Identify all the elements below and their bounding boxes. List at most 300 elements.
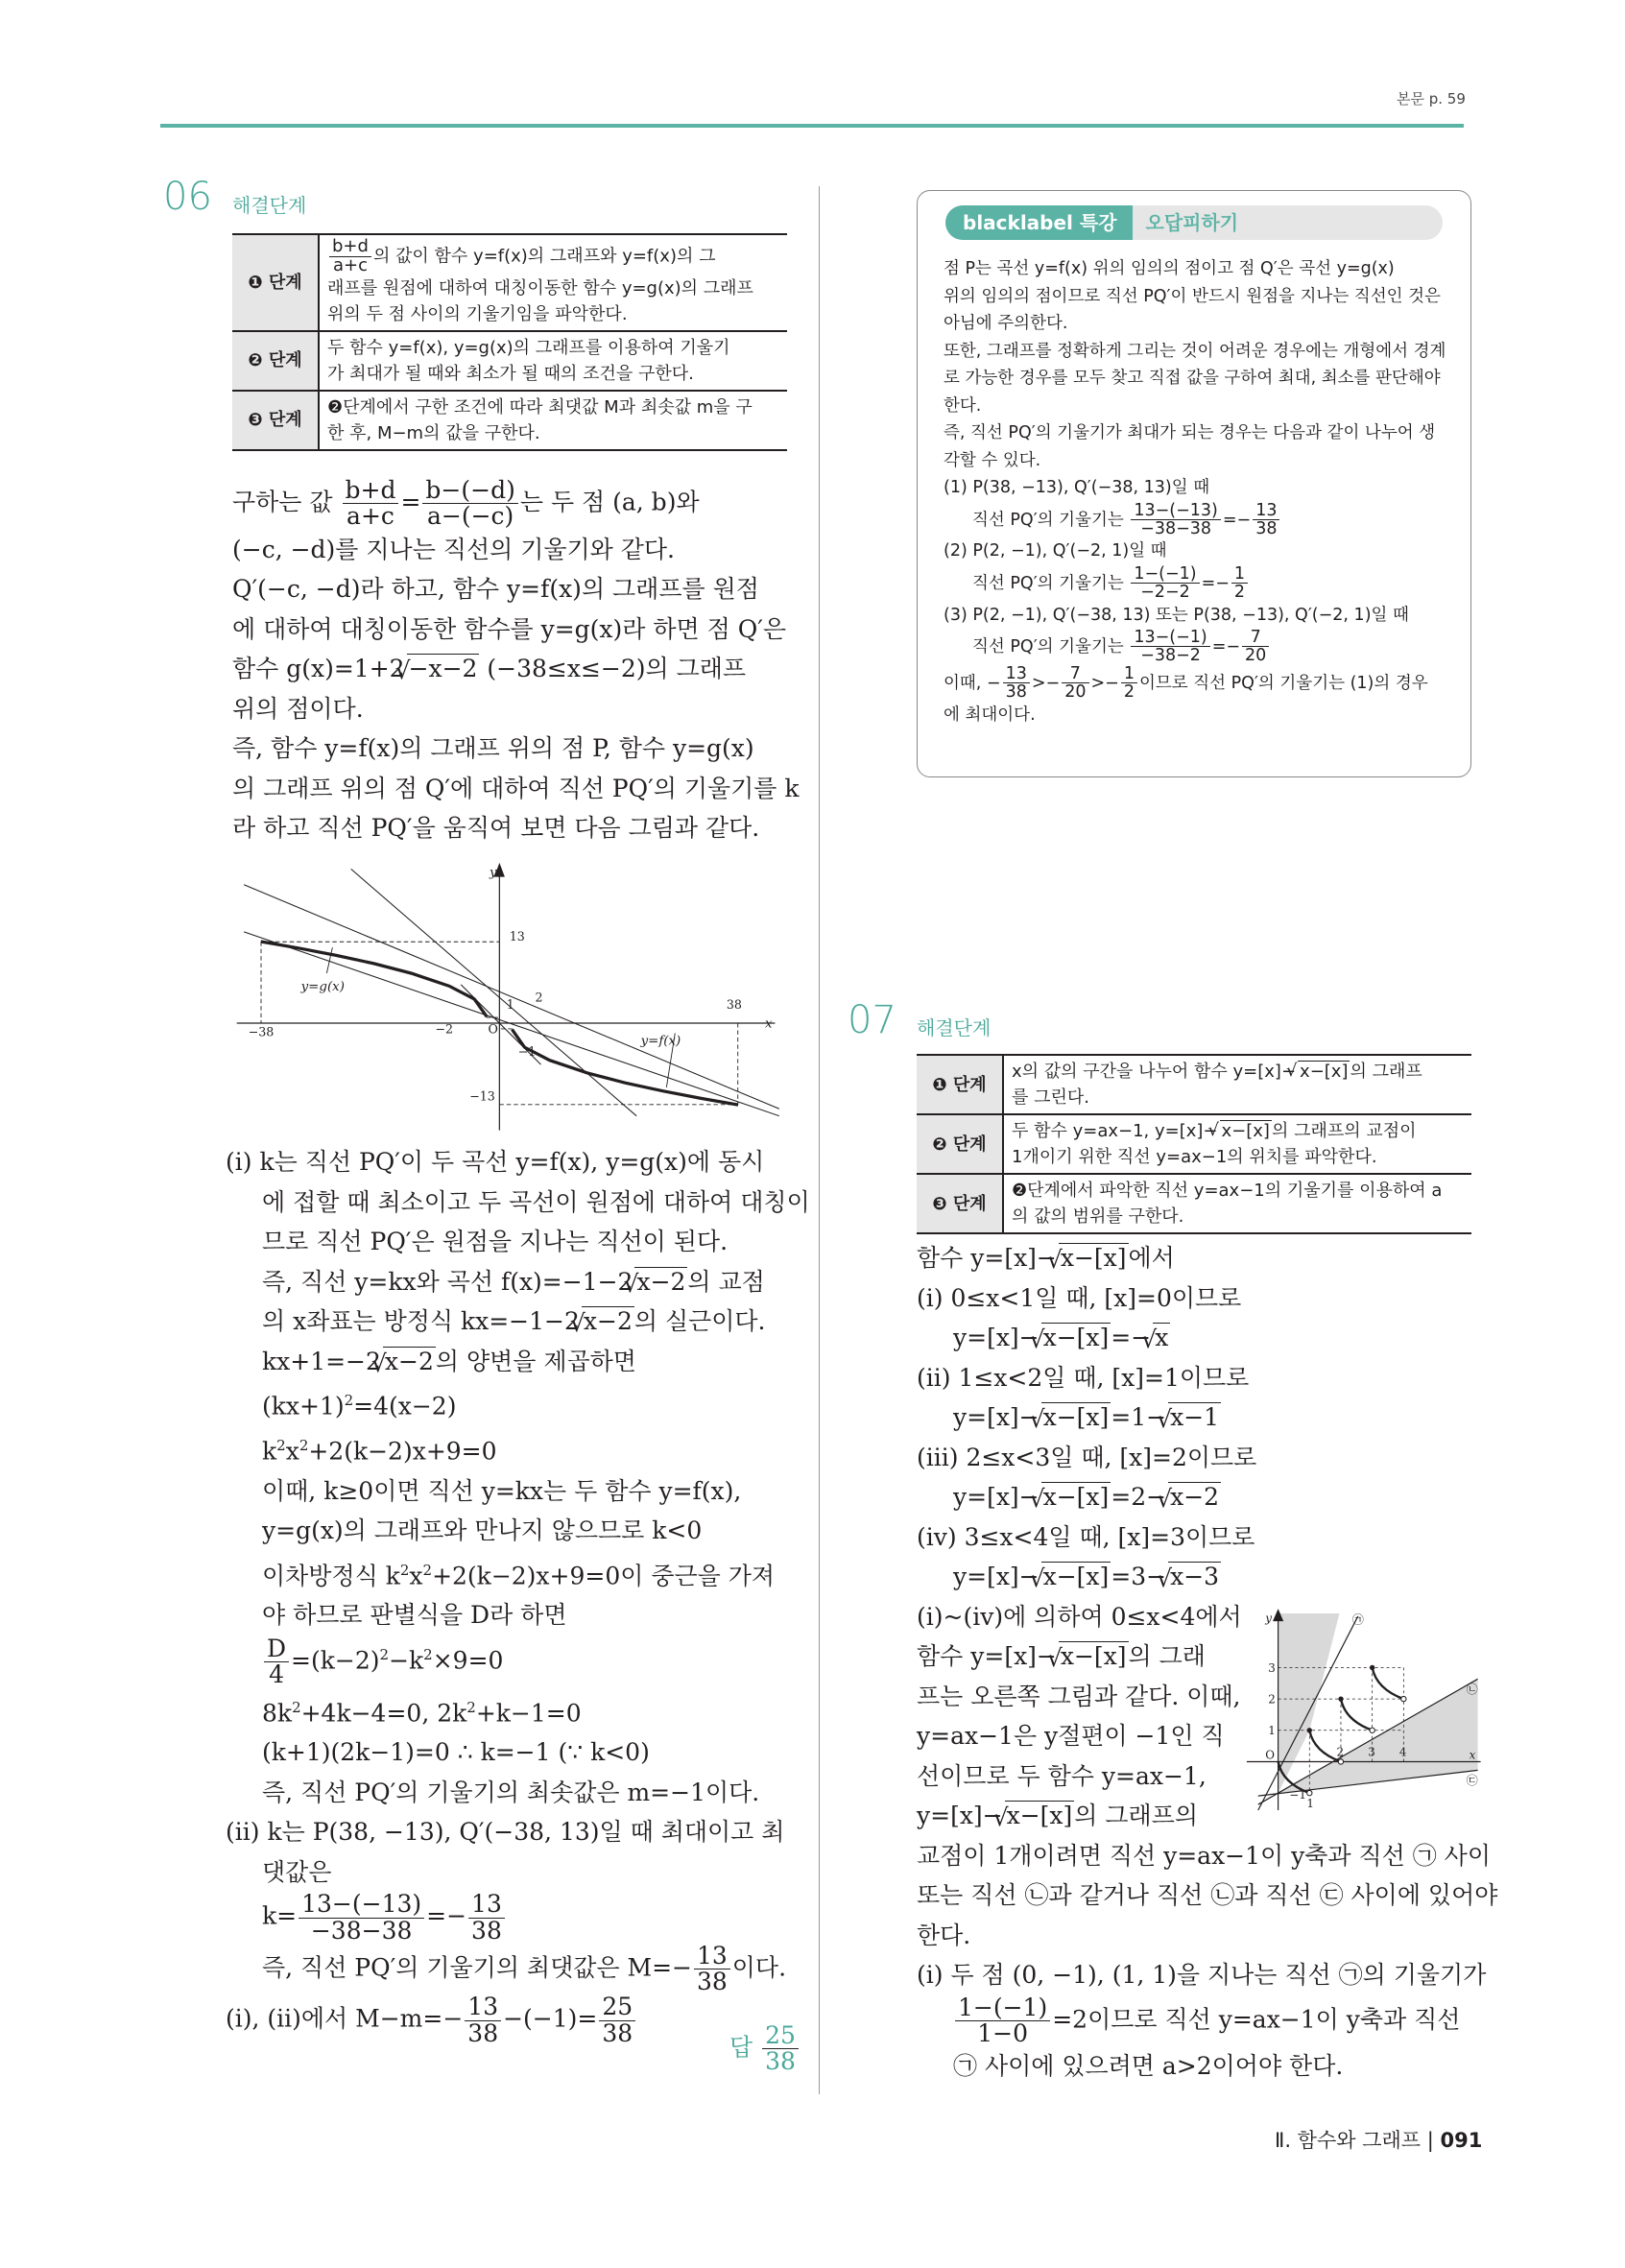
tick-1: 1 [506, 997, 514, 1013]
text-line [917, 1477, 1473, 1517]
steps-title: 해결단계 [917, 1016, 992, 1039]
text-run: 또한, 그래프를 정확하게 그리는 것이 어려운 경우에는 개형에서 경계 [944, 341, 1446, 361]
fraction [1121, 665, 1137, 702]
text-run: 는 두 점 (a, b)와 [519, 488, 700, 516]
text-run: 의 값의 범위를 구한다. [1012, 1206, 1184, 1227]
text-run: k= [262, 1901, 298, 1930]
column-divider [819, 186, 820, 2094]
text-run: kx+1=−2 [262, 1347, 381, 1375]
text-run: 또는 직선 ㉡과 같거나 직선 ㉡과 직선 ㉢ 사이에 있어야 [917, 1881, 1498, 1909]
numerator: b+d [329, 238, 371, 257]
text-line [944, 602, 1452, 630]
text-run: (iii) 2≤x<3일 때, [x]=2이므로 [917, 1443, 1257, 1471]
text-run: 직선 PQ′의 기울기는 [972, 510, 1130, 530]
tick-neg1: −1 [1289, 1788, 1307, 1802]
text-run: =− [1211, 636, 1241, 657]
text-run: =− [1222, 510, 1252, 530]
text-run: x [409, 1561, 423, 1589]
text-run: (1) P(38, −13), Q′(−38, 13)일 때 [944, 478, 1210, 497]
tick-neg38: −38 [248, 1024, 275, 1039]
text-line [226, 1342, 801, 1382]
numerator: 1−(−1) [955, 1995, 1050, 2021]
fraction [264, 1636, 289, 1688]
text-run: k [262, 1437, 277, 1466]
text-run: 두 함수 y=f(x), y=g(x)의 그래프를 이용하여 기울기 [327, 337, 730, 358]
text-line [226, 1635, 801, 1688]
y-axis-label: y [489, 865, 497, 880]
text-run: 8k [262, 1698, 293, 1727]
text-run: 이때, − [944, 673, 1001, 693]
denominator: 38 [1255, 518, 1278, 538]
step-row [917, 1114, 1471, 1174]
curve-f [512, 1030, 738, 1106]
step-description [319, 331, 787, 391]
text-run: (iv) 3≤x<4일 때, [x]=3이므로 [917, 1522, 1255, 1551]
page-footer [1275, 2125, 1482, 2154]
fraction [955, 1995, 1050, 2047]
text-line [917, 1318, 1473, 1358]
text-line [944, 310, 1452, 338]
text-run: =4(x−2) [353, 1392, 457, 1420]
text-run: 선이므로 두 함수 y=ax−1, [917, 1761, 1207, 1790]
text-run: x의 값의 구간을 나누어 함수 y=[x]− [1012, 1062, 1297, 1082]
fraction [422, 478, 517, 530]
square-root: √ −x−2 [407, 654, 480, 682]
square-root: √ x [1153, 1323, 1170, 1351]
text-run: 의 그래프 위의 점 Q′에 대하여 직선 PQ′의 기울기를 k [232, 774, 800, 802]
text-run: −(−1)= [503, 2004, 598, 2033]
fraction [343, 478, 399, 530]
square-root: √ x−2 [582, 1306, 634, 1335]
text-run: y=[x]− [917, 1802, 1003, 1829]
denominator: 38 [1005, 682, 1027, 703]
denominator: 38 [467, 2018, 499, 2047]
tip-subtitle: 오답피하기 [1145, 211, 1239, 234]
text-run: Q′(−c, −d)라 하고, 함수 y=f(x)의 그래프를 원점 [232, 575, 759, 603]
text-run: (ii) k는 P(38, −13), Q′(−38, 13)일 때 최대이고 최 [226, 1818, 785, 1847]
text-line [226, 1688, 801, 1733]
text-line [232, 689, 799, 729]
y-axis-label: y [1265, 1611, 1272, 1625]
text-line [917, 1875, 1498, 1916]
text-line [327, 361, 779, 387]
numerator: D [264, 1636, 289, 1662]
text-line [226, 1426, 801, 1471]
text-run: 이므로 직선 PQ′의 기울기는 (1)의 경우 [1138, 673, 1428, 693]
text-line [226, 1142, 801, 1182]
denominator: 20 [1245, 646, 1267, 666]
denominator: 2 [1233, 583, 1246, 603]
text-line [944, 702, 1452, 729]
text-run: +2(k−2)x+9=0 [308, 1437, 497, 1466]
text-run: 위의 임의의 점이므로 직선 PQ′이 반드시 원점을 지나는 직선인 것은 [944, 286, 1441, 306]
text-run: +k−1=0 [475, 1698, 582, 1727]
square-root: √ x−[x] [1041, 1323, 1111, 1351]
text-run: (i)~(iv)에 의하여 0≤x<4에서 [917, 1602, 1242, 1631]
text-run: 에 접할 때 최소이고 두 곡선이 원점에 대하여 대칭이 [262, 1187, 810, 1216]
text-line [226, 1381, 801, 1426]
text-run: (i) 0≤x<1일 때, [x]=0이므로 [917, 1283, 1242, 1312]
text-line [917, 1438, 1473, 1478]
text-run: +2(k−2)x+9=0이 중근을 가져 [432, 1561, 776, 1589]
tick-2: 2 [535, 990, 543, 1005]
step-row [232, 391, 787, 450]
text-line [226, 1262, 801, 1302]
text-run: 이다. [731, 1953, 787, 1982]
text-line [944, 565, 1452, 602]
text-run: 를 그린다. [1012, 1087, 1089, 1108]
text-run: = [400, 488, 421, 516]
tick-38: 38 [726, 997, 742, 1013]
numerator: 25 [599, 1994, 635, 2020]
text-line [226, 1222, 801, 1262]
text-run: =2− [1111, 1483, 1167, 1511]
text-line [226, 1182, 810, 1223]
step-description [319, 234, 787, 331]
text-run: (i) k는 직선 PQ′이 두 곡선 y=f(x), y=g(x)에 동시 [226, 1148, 765, 1176]
fraction [1231, 565, 1248, 602]
step-label: ❶ 단계 [232, 234, 319, 331]
text-line [226, 1732, 801, 1773]
square-root: √ x−[x] [1041, 1482, 1111, 1511]
text-run: 각할 수 있다. [944, 450, 1041, 470]
step-description [319, 391, 787, 450]
numerator: 7 [1242, 629, 1269, 647]
text-line [944, 338, 1452, 366]
text-run: =− [1111, 1324, 1152, 1351]
f-label: y=f(x) [640, 1034, 681, 1049]
page-number: 091 [1440, 2129, 1483, 2152]
text-line [232, 808, 799, 848]
text-run: 점 P는 곡선 y=f(x) 위의 임의의 점이고 점 Q′은 곡선 y=g(x) [944, 259, 1395, 278]
fraction [599, 1994, 635, 2046]
text-run: (i) 두 점 (0, −1), (1, 1)을 지나는 직선 ㉠의 기울기가 [917, 1961, 1487, 1989]
text-run: y=[x]− [953, 1324, 1040, 1351]
numerator: 13 [694, 1944, 730, 1970]
text-line [1012, 1118, 1464, 1144]
tip-tag: blacklabel 특강 [945, 205, 1133, 240]
text-run: 직선 PQ′의 기울기는 [972, 636, 1130, 657]
fraction [694, 1941, 730, 1996]
text-run: 즉, 직선 PQ′의 기울기의 최솟값은 m=−1이다. [262, 1778, 760, 1806]
text-run: (3) P(2, −1), Q′(−38, 13) 또는 P(38, −13), Q′(−2, 1)일 때 [944, 605, 1409, 625]
x-axis-label: x [1469, 1748, 1476, 1762]
text-run: (kx+1) [262, 1392, 345, 1420]
text-line [1012, 1178, 1464, 1204]
text-line [917, 1955, 1487, 1995]
text-run: 의 x좌표는 방정식 kx=−1−2 [262, 1307, 580, 1335]
denominator: 4 [269, 1660, 284, 1689]
step-row [232, 331, 787, 391]
square-root: √ x−2 [1168, 1482, 1221, 1511]
text-run: −k [389, 1646, 424, 1675]
step-row [232, 234, 787, 331]
text-run: (k+1)(2k−1)=0 ∴ k=−1 (∵ k<0) [262, 1738, 650, 1767]
text-run: 위의 두 점 사이의 기울기임을 파악한다. [327, 303, 628, 324]
step-label: ❸ 단계 [232, 391, 319, 450]
text-line [327, 420, 779, 446]
denominator: a+c [332, 254, 368, 275]
steps-table [232, 233, 787, 451]
text-run: 아님에 주의한다. [944, 314, 1068, 333]
text-run: 위의 점이다. [232, 694, 364, 723]
text-run: (−38≤x≤−2)의 그래프 [479, 655, 747, 682]
text-line [944, 447, 1452, 475]
text-run: 로 가능한 경우를 모두 찾고 직접 값을 구하여 최대, 최소를 판단해야 [944, 369, 1441, 388]
text-line [944, 365, 1452, 393]
superscript: 2 [423, 1645, 433, 1663]
text-run: 의 그래프 [1350, 1062, 1422, 1082]
text-run: y=[x]− [953, 1563, 1040, 1590]
superscript: 2 [276, 1436, 286, 1454]
text-run: 한 후, M−m의 값을 구한다. [327, 422, 540, 443]
step-description [1003, 1174, 1471, 1233]
superscript: 2 [292, 1698, 301, 1716]
text-line [232, 609, 799, 650]
text-line [232, 728, 799, 769]
tick-y3: 3 [1268, 1660, 1276, 1675]
text-line [917, 1278, 1473, 1319]
fraction [329, 238, 371, 275]
text-run: (ii) 1≤x<2일 때, [x]=1이므로 [917, 1363, 1250, 1392]
text-run: 함수 y=[x]− [917, 1244, 1057, 1272]
text-line [226, 1301, 801, 1342]
fraction [1131, 629, 1209, 665]
text-line [232, 769, 799, 809]
text-run: 즉, 직선 y=kx와 곡선 f(x)=−1−2 [262, 1267, 633, 1296]
text-line [944, 393, 1452, 420]
numerator: 25 [762, 2023, 799, 2049]
text-run: 라 하고 직선 PQ′을 움직여 보면 다음 그림과 같다. [232, 814, 760, 842]
problem-number: 06 [163, 175, 212, 219]
fraction [1003, 665, 1030, 702]
text-run: 즉, 직선 PQ′의 기울기의 최댓값은 M=− [262, 1953, 692, 1982]
text-line [226, 1551, 801, 1596]
text-line [944, 283, 1452, 311]
step-label: ❸ 단계 [917, 1174, 1003, 1233]
square-root: √ x−2 [383, 1347, 436, 1375]
line-1-label: ㉠ [1351, 1612, 1364, 1627]
square-root: √ x−[x] [1041, 1562, 1111, 1590]
numerator: 13 [465, 1994, 501, 2020]
text-run: 의 양변을 제곱하면 [435, 1347, 636, 1375]
solution-intro [232, 478, 799, 848]
x-axis-label: x [764, 1016, 773, 1032]
answer [729, 2023, 801, 2075]
secant-line-max [244, 932, 779, 1116]
square-root: √ x−[x] [1298, 1061, 1350, 1082]
tick-neg1: −1 [517, 1044, 537, 1060]
text-run: y=ax−1은 y절편이 −1인 직 [917, 1722, 1225, 1750]
text-run: 에서 [1128, 1244, 1175, 1272]
denominator: a−(−c) [426, 502, 514, 531]
text-run: 함수 y=[x]− [917, 1642, 1057, 1670]
text-run: ㉠ 사이에 있으려면 a>2이어야 한다. [953, 2052, 1344, 2080]
denominator: 38 [696, 1968, 728, 1996]
text-run: =− [1201, 573, 1230, 593]
text-run: x [285, 1437, 299, 1466]
square-root: √ x−[x] [1005, 1801, 1075, 1829]
g-label: y=g(x) [300, 979, 345, 994]
text-line [917, 1358, 1473, 1398]
text-line [232, 569, 799, 609]
text-run: 두 함수 y=ax−1, y=[x]− [1012, 1121, 1218, 1141]
text-line [226, 1773, 801, 1813]
text-line [327, 394, 779, 420]
text-run: 구하는 값 [232, 488, 341, 516]
text-line [917, 2046, 1473, 2087]
denominator: a+c [347, 502, 394, 531]
text-line [226, 1595, 801, 1635]
numerator: 13−(−1) [1131, 629, 1209, 647]
numerator: 13−(−13) [299, 1892, 424, 1918]
text-line [944, 537, 1452, 565]
denominator: 20 [1064, 682, 1087, 703]
tick-x4: 4 [1398, 1745, 1407, 1759]
text-line [917, 1557, 1473, 1597]
text-line [917, 1397, 1473, 1438]
text-run: 의 그래프의 [1074, 1802, 1198, 1829]
answer-label: 답 [729, 2033, 753, 2062]
text-run: 직선 PQ′의 기울기는 [972, 573, 1130, 593]
line-2-label: ㉡ [1466, 1683, 1478, 1697]
denominator: 2 [1123, 682, 1135, 703]
text-run: 의 실근이다. [633, 1307, 766, 1335]
fraction [299, 1892, 424, 1944]
fraction [1242, 629, 1269, 665]
text-run: 에 최대이다. [944, 704, 1036, 725]
fraction [465, 1994, 501, 2046]
text-line [226, 1892, 801, 1944]
text-run: y=[x]− [953, 1483, 1040, 1511]
curve-g [261, 942, 488, 1017]
square-root: √ x−1 [1168, 1402, 1221, 1431]
numerator: 7 [1062, 665, 1088, 683]
text-run: ×9=0 [432, 1646, 504, 1675]
denominator: −38−2 [1140, 646, 1201, 666]
steps-title: 해결단계 [232, 194, 307, 217]
text-line [944, 502, 1452, 538]
superscript: 2 [422, 1561, 433, 1579]
text-run: 교점이 1개이려면 직선 y=ax−1이 y축과 직선 ㉠ 사이 [917, 1841, 1491, 1870]
text-run: +4k−4=0, 2k [300, 1698, 467, 1727]
square-root: √ x−[x] [1059, 1641, 1129, 1670]
page-reference: 본문 p. 59 [1397, 90, 1466, 107]
square-root: √ x−[x] [1059, 1243, 1129, 1272]
header-rule [160, 124, 1464, 128]
numerator: 13 [468, 1892, 505, 1918]
denominator: 1−0 [977, 2018, 1028, 2047]
text-line [944, 629, 1452, 665]
tick-y1: 1 [1268, 1724, 1276, 1738]
superscript: 2 [344, 1392, 354, 1409]
secant-line-b [351, 869, 636, 1115]
text-line [1012, 1059, 1464, 1085]
text-run: 야 하므로 판별식을 D라 하면 [262, 1601, 567, 1630]
text-run: 프는 오른쪽 그림과 같다. 이때, [917, 1682, 1241, 1710]
text-run: 즉, 함수 y=f(x)의 그래프 위의 점 P, 함수 y=g(x) [232, 734, 754, 762]
text-run: y=[x]− [953, 1403, 1040, 1431]
text-run: 므로 직선 PQ′은 원점을 지나는 직선이 된다. [262, 1228, 729, 1255]
text-run: y=g(x)의 그래프와 만나지 않으므로 k<0 [262, 1516, 703, 1545]
origin-label: O [1265, 1748, 1275, 1762]
text-line [1012, 1204, 1464, 1229]
text-run: 의 그래프의 교점이 [1271, 1121, 1417, 1141]
tick-neg2: −2 [435, 1021, 454, 1037]
text-line [1012, 1085, 1464, 1110]
square-root: √ x−2 [634, 1267, 687, 1296]
text-run: =1− [1111, 1403, 1167, 1431]
text-run: 의 그래 [1128, 1642, 1206, 1670]
text-run: 댓값은 [262, 1857, 332, 1886]
text-line [327, 275, 779, 301]
denominator: 38 [471, 1916, 502, 1945]
answer-fraction [762, 2023, 799, 2075]
text-line [226, 1471, 801, 1512]
text-line [944, 255, 1452, 283]
text-run: (i), (ii)에서 M−m=− [226, 2004, 464, 2033]
fraction [1131, 565, 1199, 602]
text-run: =(k−2) [291, 1646, 380, 1675]
step-row [917, 1055, 1471, 1114]
text-run: >− [1031, 673, 1061, 693]
text-run: 1개이기 위한 직선 y=ax−1의 위치를 파악한다. [1012, 1147, 1377, 1167]
text-line [327, 335, 779, 361]
denominator: −38−38 [1140, 518, 1212, 538]
numerator: 1 [1121, 665, 1137, 683]
footer-separator: | [1426, 2129, 1434, 2152]
tick-y2: 2 [1268, 1692, 1276, 1707]
text-line [917, 1517, 1473, 1558]
step-label: ❷ 단계 [232, 331, 319, 391]
text-run: 이때, k≥0이면 직선 y=kx는 두 함수 y=f(x), [262, 1476, 742, 1505]
steps-table [917, 1054, 1471, 1234]
text-run: (2) P(2, −1), Q′(−2, 1)일 때 [944, 541, 1167, 561]
text-line [226, 1852, 801, 1893]
numerator: 1−(−1) [1131, 565, 1199, 584]
text-run: 가 최대가 될 때와 최소가 될 때의 조건을 구한다. [327, 363, 694, 384]
denominator: −2−2 [1140, 583, 1190, 603]
text-line [917, 1836, 1491, 1876]
text-run: =− [426, 1901, 467, 1930]
fraction [1131, 502, 1221, 538]
text-run: (−c, −d)를 지나는 직선의 기울기와 같다. [232, 535, 675, 563]
text-line [917, 1916, 1473, 1956]
denominator: 38 [765, 2047, 796, 2076]
text-line [232, 530, 799, 570]
superscript: 2 [399, 1561, 410, 1579]
text-run: =2이므로 직선 y=ax−1이 y축과 직선 [1052, 2004, 1461, 2033]
step-description [1003, 1055, 1471, 1114]
numerator: b−(−d) [422, 478, 517, 504]
text-line [226, 1994, 801, 2046]
text-line [327, 301, 779, 327]
tick-x3: 3 [1368, 1745, 1375, 1759]
origin-label: O [488, 1021, 498, 1037]
superscript: 2 [466, 1698, 476, 1716]
text-line [917, 1238, 1473, 1278]
text-line [917, 1995, 1473, 2047]
tick-x1: 1 [1306, 1797, 1314, 1811]
text-run: =3− [1111, 1563, 1167, 1590]
solution-cases [226, 1142, 810, 2047]
tangent-lines-graph [236, 859, 787, 1137]
numerator: 1 [1231, 565, 1248, 584]
text-run: 한다. [944, 395, 982, 416]
text-run: 의 값이 함수 y=f(x)의 그래프와 y=f(x)의 그 [372, 246, 716, 267]
numerator: 13 [1003, 665, 1030, 683]
text-line [944, 665, 1452, 702]
